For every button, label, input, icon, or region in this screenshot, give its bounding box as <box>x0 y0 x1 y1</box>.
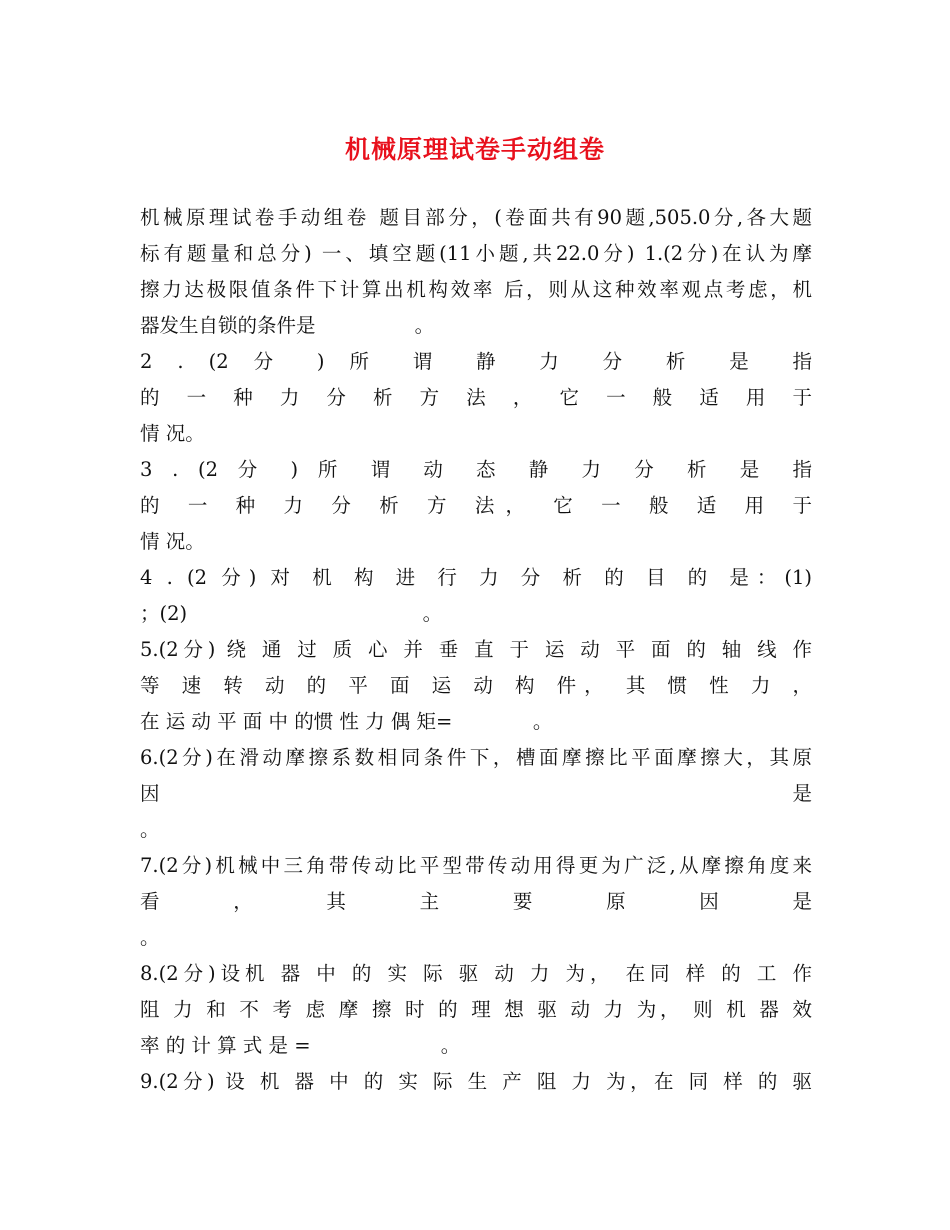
text-line: 率 的 计 算 式 是 = 。 <box>140 1034 461 1057</box>
text-line: 6.(2分)在滑动摩擦系数相同条件下，槽面摩擦比平面摩擦大，其原 <box>140 746 812 769</box>
text-line: 。 <box>140 926 160 949</box>
text-line: 情 况。 <box>140 530 205 553</box>
text-line: 2 . (2 分 ) 所 谓 静 力 分 析 是 指 <box>140 350 812 373</box>
text-line: 7.(2分)机械中三角带传动比平型带传动用得更为广泛,从摩擦角度来 <box>140 854 812 877</box>
text-line: 8.(2分)设机 器 中 的 实 际 驱 动 力 为， 在同 样 的 工 作 <box>140 962 812 985</box>
text-line: 9.(2分) 设 机 器 中 的 实 际 生 产 阻 力 为，在 同 样 的 驱 <box>140 1070 812 1093</box>
text-line: 标有题量和总分) 一、填空题(11小题,共22.0分) 1.(2分)在认为摩 <box>140 242 812 265</box>
text-line: 等 速 转 动 的 平 面 运 动 构 件， 其 惯 性 力 ， <box>140 674 812 697</box>
text-line: 的 一 种 力 分 析 方 法 ， 它 一 般 适 用 于 <box>140 386 812 409</box>
text-line: 3 . (2 分 ) 所 谓 动 态 静 力 分 析 是 指 <box>140 458 812 481</box>
text-line: 4 . (2 分) 对 机 构 进 行 力 分 析 的 目 的 是：(1) <box>140 566 812 589</box>
text-line: 在 运 动 平 面 中 的惯 性 力 偶 矩= 。 <box>140 710 553 733</box>
text-line: 看 ， 其 主 要 原 因 是 <box>140 890 812 913</box>
page-title: 机械原理试卷手动组卷 <box>344 135 605 164</box>
text-line: ；(2) 。 <box>140 602 443 625</box>
text-line: 5.(2分) 绕 通 过 质 心 并 垂 直 于 运 动 平 面 的 轴 线 作 <box>140 638 812 661</box>
text-line: 因 是 <box>140 782 812 805</box>
text-line: 器发生自锁的条件是 。 <box>140 314 435 337</box>
text-line: 擦力达极限值条件下计算出机构效率 后，则从这种效率观点考虑，机 <box>140 278 812 301</box>
text-line: 机械原理试卷手动组卷 题目部分，(卷面共有90题,505.0分,各大题 <box>140 206 812 229</box>
text-line: 情 况。 <box>140 422 205 445</box>
text-line: 阻 力 和 不 考 虑 摩 擦 时 的 理 想 驱 动 力 为， 则 机 器 效 <box>140 998 812 1021</box>
text-line: 的 一 种 力 分 析 方 法， 它 一 般 适 用 于 <box>140 494 812 517</box>
text-line: 。 <box>140 818 160 841</box>
